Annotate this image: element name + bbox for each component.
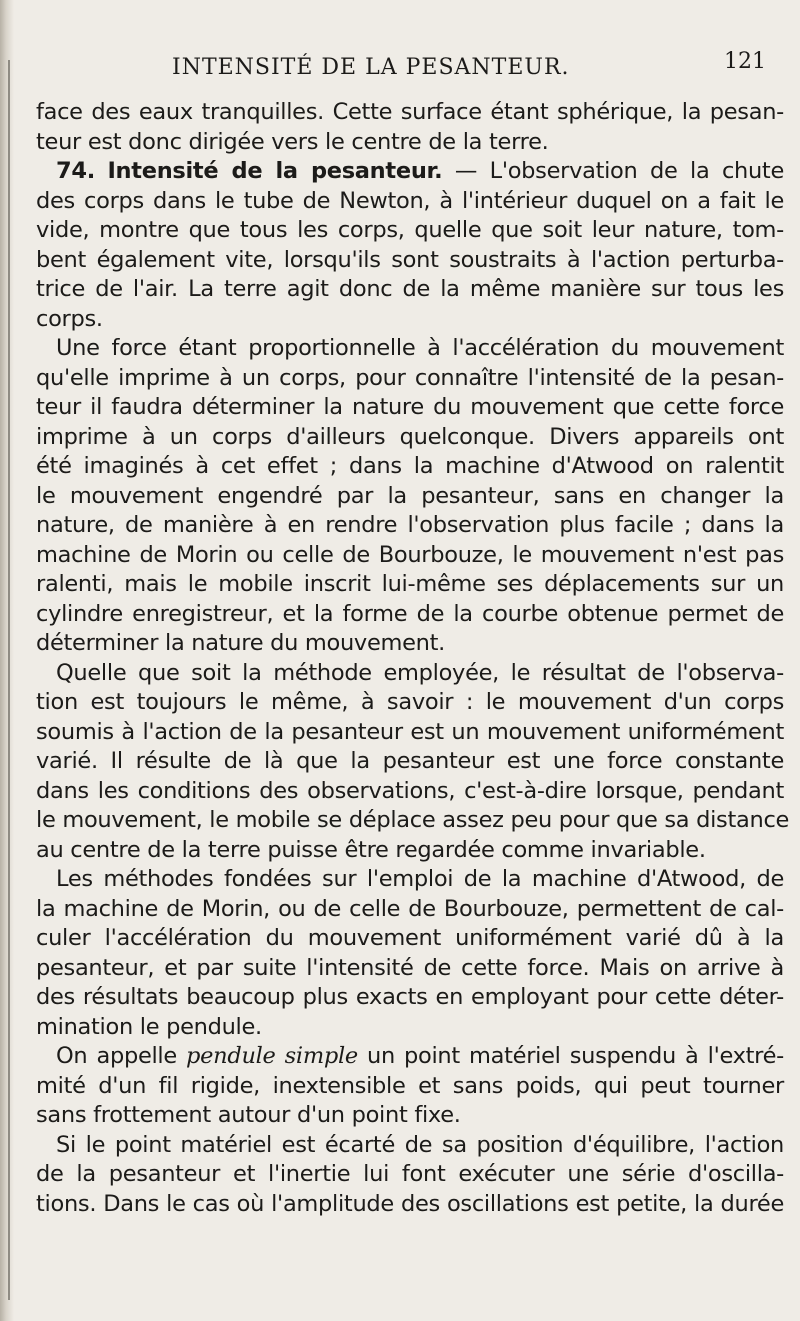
text-line: teur est donc dirigée vers le centre de la terre. — [36, 128, 549, 155]
definition-prefix: On appelle — [56, 1043, 187, 1069]
text-line: Les méthodes fondées sur l'emploi de la machine d'Atwood, de — [56, 866, 784, 892]
text-line: Une force étant proportionnelle à l'accélération du mouvement — [56, 335, 784, 361]
running-title: INTENSITÉ DE LA PESANTEUR. — [172, 55, 570, 80]
text-line: ralenti, mais le mobile inscrit lui-même ses déplacements sur un — [36, 571, 784, 597]
text-line: des résultats beaucoup plus exacts en employant pour cette déter- — [36, 984, 784, 1010]
text-line: soumis à l'action de la pesanteur est un mouvement uniformément — [36, 718, 784, 745]
text-line: de la pesanteur et l'inertie lui font exécuter une série d'oscilla- — [36, 1161, 784, 1187]
text-line: le mouvement engendré par la pesanteur, sans en changer la — [36, 482, 784, 509]
section-heading-line — [36, 157, 784, 187]
text-line: mité d'un fil rigide, inextensible et sans poids, qui peut tourner — [36, 1072, 784, 1099]
body-text — [36, 98, 790, 1219]
text-line: déterminer la nature du mouvement. — [36, 630, 445, 656]
page-binding-shadow — [0, 0, 14, 1321]
text-line: tions. Dans le cas où l'amplitude des oscillations est petite, la durée — [36, 1190, 784, 1217]
text-line: sans frottement autour d'un point fixe. — [36, 1102, 461, 1128]
text-line: face des eaux tranquilles. Cette surface étant sphérique, la pesan- — [36, 99, 784, 125]
text-line: culer l'accélération du mouvement uniformément varié dû à la — [36, 925, 784, 951]
definition-text: un point matériel suspendu à l'extré- — [357, 1043, 784, 1069]
text-line: bent également vite, lorsqu'ils sont soustraits à l'action perturba- — [36, 246, 784, 273]
text-line: tion est toujours le même, à savoir : le mouvement d'un corps — [36, 689, 784, 715]
definition-line — [36, 1042, 784, 1072]
text-line: vide, montre que tous les corps, quelle que soit leur nature, tom- — [36, 217, 784, 243]
text-line: corps. — [36, 305, 103, 332]
text-line: au centre de la terre puisse être regardée comme invariable. — [36, 836, 706, 863]
section-title: Intensité de la pesanteur. — [107, 158, 443, 184]
text-line: mination le pendule. — [36, 1013, 262, 1040]
text-line: la machine de Morin, ou de celle de Bourbouze, permettent de cal- — [36, 895, 784, 922]
text-line: trice de l'air. La terre agit donc de la même manière sur tous les — [36, 276, 784, 302]
defined-term: pendule simple — [186, 1043, 358, 1069]
page-header — [0, 49, 800, 95]
text-line: cylindre enregistreur, et la forme de la courbe obtenue permet de — [36, 600, 784, 627]
text-line: été imaginés à cet effet ; dans la machine d'Atwood on ralentit — [36, 453, 784, 479]
text-line: des corps dans le tube de Newton, à l'intérieur duquel on a fait le — [36, 187, 784, 214]
text-line: teur il faudra déterminer la nature du mouvement que cette force — [36, 394, 784, 420]
text-line: le mouvement, le mobile se déplace assez peu pour que sa distance — [36, 807, 790, 833]
text-line: qu'elle imprime à un corps, pour connaître l'intensité de la pesan- — [36, 364, 784, 391]
page-number: 121 — [724, 49, 766, 74]
text-line: varié. Il résulte de là que la pesanteur est une force constante — [36, 748, 784, 774]
section-number: 74. — [56, 158, 95, 184]
text-line: nature, de manière à en rendre l'observation plus facile ; dans la — [36, 512, 784, 538]
section-text: — L'observation de la chute — [442, 158, 784, 184]
text-line: pesanteur, et par suite l'intensité de cette force. Mais on arrive à — [36, 954, 784, 981]
text-line: machine de Morin ou celle de Bourbouze, le mouvement n'est pas — [36, 541, 784, 568]
text-line: Quelle que soit la méthode employée, le résultat de l'observa- — [56, 659, 784, 686]
text-line: dans les conditions des observations, c'est-à-dire lorsque, pendant — [36, 777, 784, 804]
text-line: Si le point matériel est écarté de sa position d'équilibre, l'action — [56, 1131, 784, 1158]
page-binding-line — [8, 60, 10, 1300]
text-line: imprime à un corps d'ailleurs quelconque. Divers appareils ont — [36, 423, 784, 450]
